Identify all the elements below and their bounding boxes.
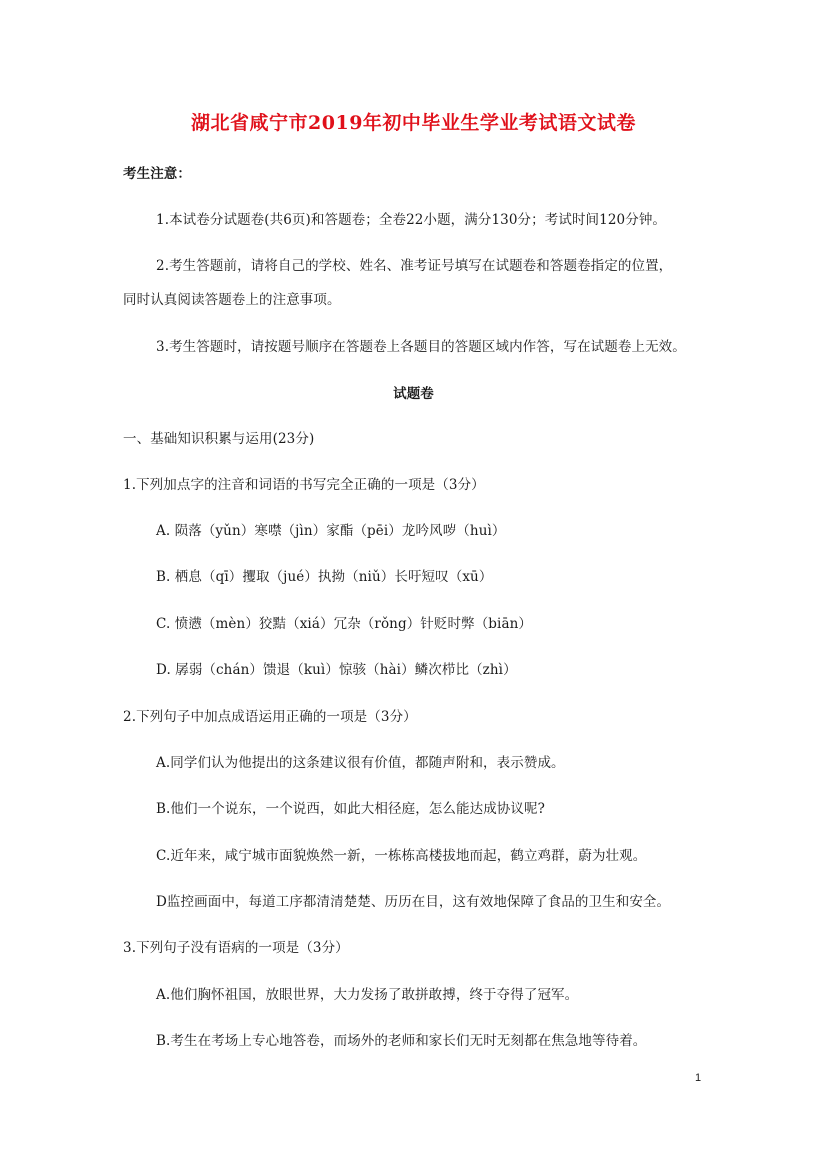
section-heading: 一、基础知识积累与运用(23分) <box>123 431 315 447</box>
question-3-stem: 3.下列句子没有语病的一项是（3分） <box>123 940 349 956</box>
question-2-option-b: B.他们一个说东，一个说西，如此大相径庭，怎么能达成协议呢? <box>156 801 545 817</box>
document-title: 湖北省咸宁市2019年初中毕业生学业考试语文试卷 <box>191 112 636 134</box>
notice-heading: 考生注意： <box>123 166 191 182</box>
question-2-stem: 2.下列句子中加点成语运用正确的一项是（3分） <box>123 709 417 725</box>
question-1-option-b: B. 栖息（qī）攫取（jué）执拗（niǔ）长吁短叹（xū） <box>156 569 493 585</box>
question-2-option-c: C.近年来，咸宁城市面貌焕然一新，一栋栋高楼拔地而起，鹤立鸡群，蔚为壮观。 <box>156 848 647 864</box>
notice-item-2-line-1: 2.考生答题前，请将自己的学校、姓名、准考证号填写在试题卷和答题卷指定的位置， <box>156 258 673 274</box>
question-1-option-a: A. 陨落（yǔn）寒噤（jìn）家酯（pēi）龙吟风哕（huì） <box>156 523 506 539</box>
notice-item-2-line-2: 同时认真阅读答题卷上的注意事项。 <box>123 292 341 308</box>
notice-item-1: 1.本试卷分试题卷(共6页)和答题卷；全卷22小题，满分130分；考试时间120分钟。 <box>156 212 667 228</box>
paper-label: 试题卷 <box>393 386 434 402</box>
question-1-stem: 1.下列加点字的注音和词语的书写完全正确的一项是（3分） <box>123 477 485 493</box>
notice-item-3: 3.考生答题时，请按题号顺序在答题卷上各题目的答题区域内作答，写在试题卷上无效。 <box>156 339 686 355</box>
question-3-option-a: A.他们胸怀祖国，放眼世界，大力发扬了敢拼敢搏，终于夺得了冠军。 <box>156 987 579 1003</box>
question-2-option-d: D监控画面中，每道工序都清清楚楚、历历在目，这有效地保障了食品的卫生和安全。 <box>156 894 671 910</box>
question-1-option-d: D. 孱弱（chán）馈退（kuì）惊骇（hài）鳞次栉比（zhì） <box>156 662 517 678</box>
question-1-option-c: C. 愤懑（mèn）狡黠（xiá）冗杂（rǒng）针贬时弊（biān） <box>156 616 533 632</box>
page-number: 1 <box>695 1072 702 1084</box>
question-2-option-a: A.同学们认为他提出的这条建议很有价值，都随声附和，表示赞成。 <box>156 755 565 771</box>
question-3-option-b: B.考生在考场上专心地答卷，而场外的老师和家长们无时无刻都在焦急地等待着。 <box>156 1033 647 1049</box>
